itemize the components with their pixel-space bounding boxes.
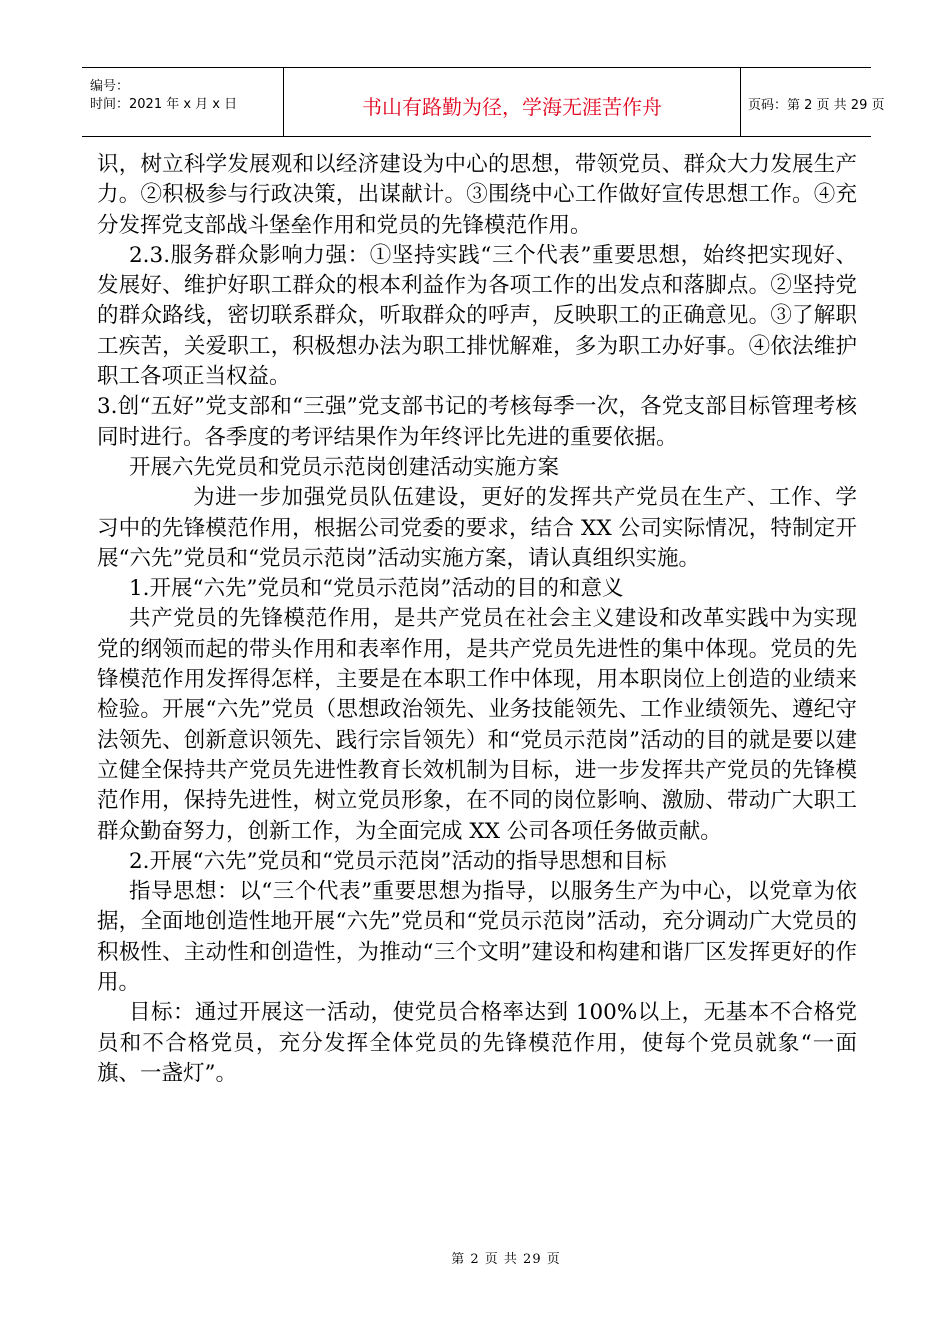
paragraph-goal: 目标：通过开展这一活动，使党员合格率达到 100%以上，无基本不合格党员和不合格党员，充分发挥全体党员的先锋模范作用，使每个党员就象“一面旗、一盏灯”。 [97, 1000, 857, 1086]
heading-guiding-ideas: 2.开展“六先”党员和“党员示范岗”活动的指导思想和目标 [129, 848, 667, 874]
page-footer: 第 2 页 共 29 页 [451, 1252, 561, 1267]
heading-purpose: 1.开展“六先”党员和“党员示范岗”活动的目的和意义 [129, 576, 624, 602]
document-date-label: 时间：2021 年 x 月 x 日 [90, 97, 238, 112]
paragraph-assessment: 3.创“五好”党支部和“三强”党支部书记的考核每季一次，各党支部目标管理考核同时进行。各季度的考评结果作为年终评比先进的重要依据。 [97, 394, 857, 450]
paragraph-purpose: 共产党员的先锋模范作用，是共产党员在社会主义建设和改革实践中为实现党的纲领而起的带头作用和表率作用，是共产党员先进性的集中体现。党员的先锋模范作用发挥得怎样，主要是在本职工作中体现，用本职岗位上创造的业绩来检验。开展“六先”党员（思想政治领先、业务技能领先、工作业绩领先、遵纪守法领先、创新意识领先、践行宗旨领先）和“党员示范岗”活动的目的就是要以建立健全保持共产党员先进性教育长效机制为目标，进一步发挥共产党员的先锋模范作用，保持先进性，树立党员形象，在不同的岗位影响、激励、带动广大职工群众勤奋努力，创新工作，为全面完成 XX 公司各项任务做贡献。 [97, 606, 857, 844]
paragraph-continuation: 识，树立科学发展观和以经济建设为中心的思想，带领党员、群众大力发展生产力。②积极参与行政决策，出谋献计。③围绕中心工作做好宣传思想工作。④充分发挥党支部战斗堡垒作用和党员的先锋模范作用。 [97, 152, 857, 238]
paragraph-intro: 为进一步加强党员队伍建设，更好的发挥共产党员在生产、工作、学习中的先锋模范作用，根据公司党委的要求，结合 XX 公司实际情况，特制定开展“六先”党员和“党员示范岗”活动实施方案，请认真组织实施。 [97, 485, 857, 571]
header-meta-cell [82, 68, 282, 136]
document-body [97, 150, 857, 1089]
paragraph-service-masses: 2.3.服务群众影响力强：①坚持实践“三个代表”重要思想，始终把实现好、发展好、维护好职工群众的根本利益作为各项工作的出发点和落脚点。②坚持党的群众路线，密切联系群众，听取群众的呼声，反映职工的正确意见。③了解职工疾苦，关爱职工，积极想办法为职工排忧解难，多为职工办好事。④依法维护职工各项正当权益。 [97, 242, 857, 390]
header-page-cell [740, 68, 885, 136]
header-motto-cell [283, 68, 741, 136]
header-motto: 书山有路勤为径，学海无涯苦作舟 [362, 95, 662, 119]
document-number-label: 编号： [90, 79, 130, 94]
page-header [82, 67, 885, 137]
section-title: 开展六先党员和党员示范岗创建活动实施方案 [129, 454, 560, 480]
paragraph-guiding-ideas: 指导思想：以“三个代表”重要思想为指导，以服务生产为中心，以党章为依据，全面地创造性地开展“六先”党员和“党员示范岗”活动，充分调动广大党员的积极性、主动性和创造性，为推动“三个文明”建设和构建和谐厂区发挥更好的作用。 [97, 879, 857, 996]
header-page-info: 页码：第 2 页 共 29 页 [748, 98, 885, 113]
